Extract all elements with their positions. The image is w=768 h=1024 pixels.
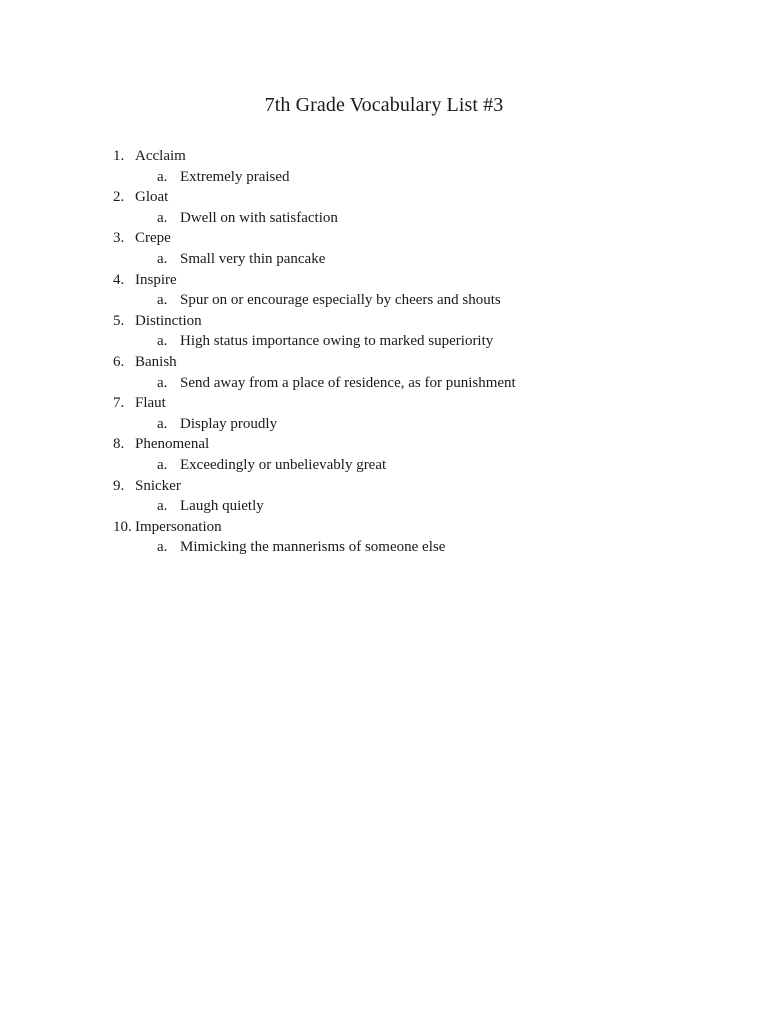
vocab-definition: High status importance owing to marked superiority: [180, 333, 494, 350]
vocab-word: Banish: [135, 353, 177, 370]
item-number: 3.: [113, 230, 125, 247]
sub-item-letter: a.: [157, 415, 168, 432]
item-number: 4.: [113, 271, 125, 288]
item-number: 8.: [113, 436, 125, 453]
item-number: 6.: [113, 353, 125, 370]
vocab-word: Phenomenal: [135, 436, 210, 453]
item-number: 5.: [113, 312, 125, 329]
sub-item-letter: a.: [157, 456, 168, 473]
vocab-entry: [0, 393, 768, 434]
vocab-term-row: [0, 270, 768, 291]
vocab-term-row: [0, 517, 768, 538]
sub-item-letter: a.: [157, 374, 168, 391]
definition-row: [0, 331, 768, 352]
vocab-entry: [0, 146, 768, 187]
definition-row: [0, 208, 768, 229]
item-number: 9.: [113, 477, 125, 494]
vocab-entry: [0, 270, 768, 311]
vocab-term-row: [0, 352, 768, 373]
vocab-entry: [0, 228, 768, 269]
sub-item-letter: a.: [157, 209, 168, 226]
vocab-entry: [0, 187, 768, 228]
vocab-entry: [0, 352, 768, 393]
vocab-definition: Small very thin pancake: [180, 250, 326, 267]
vocab-definition: Send away from a place of residence, as for punishment: [180, 374, 516, 391]
sub-item-letter: a.: [157, 333, 168, 350]
vocab-word: Gloat: [135, 189, 169, 206]
vocab-definition: Display proudly: [180, 415, 278, 432]
item-number: 7.: [113, 395, 125, 412]
vocab-word: Snicker: [135, 477, 181, 494]
definition-row: [0, 290, 768, 311]
vocab-term-row: [0, 434, 768, 455]
vocab-term-row: [0, 311, 768, 332]
sub-item-letter: a.: [157, 498, 168, 515]
vocab-word: Inspire: [135, 271, 177, 288]
vocab-term-row: [0, 146, 768, 167]
definition-row: [0, 455, 768, 476]
sub-item-letter: a.: [157, 292, 168, 309]
vocab-entry: [0, 517, 768, 558]
vocab-word: Crepe: [135, 230, 171, 247]
sub-item-letter: a.: [157, 168, 168, 185]
vocab-word: Impersonation: [135, 518, 222, 535]
item-number: 1.: [113, 148, 125, 164]
vocabulary-list: [0, 146, 768, 558]
definition-row: [0, 496, 768, 517]
item-number: 2.: [113, 189, 125, 206]
vocab-term-row: [0, 393, 768, 414]
definition-row: [0, 249, 768, 270]
vocab-term-row: [0, 476, 768, 497]
definition-row: [0, 373, 768, 394]
vocab-entry: [0, 311, 768, 352]
vocab-word: Distinction: [135, 312, 202, 329]
sub-item-letter: a.: [157, 539, 168, 556]
definition-row: [0, 414, 768, 435]
vocab-definition: Spur on or encourage especially by cheers and shouts: [180, 292, 501, 309]
sub-item-letter: a.: [157, 250, 168, 267]
item-number: 10.: [113, 518, 132, 535]
page-title: 7th Grade Vocabulary List #3: [264, 94, 504, 116]
vocab-definition: Exceedingly or unbelievably great: [180, 456, 387, 473]
vocab-definition: Dwell on with satisfaction: [180, 209, 338, 226]
vocab-definition: Laugh quietly: [180, 498, 264, 515]
vocab-entry: [0, 476, 768, 517]
vocab-entry: [0, 434, 768, 475]
vocab-definition: Mimicking the mannerisms of someone else: [180, 539, 446, 556]
vocab-term-row: [0, 187, 768, 208]
vocab-word: Acclaim: [135, 148, 186, 164]
vocab-term-row: [0, 228, 768, 249]
definition-row: [0, 167, 768, 188]
vocab-definition: Extremely praised: [180, 168, 290, 185]
vocab-word: Flaut: [135, 395, 166, 412]
definition-row: [0, 537, 768, 558]
